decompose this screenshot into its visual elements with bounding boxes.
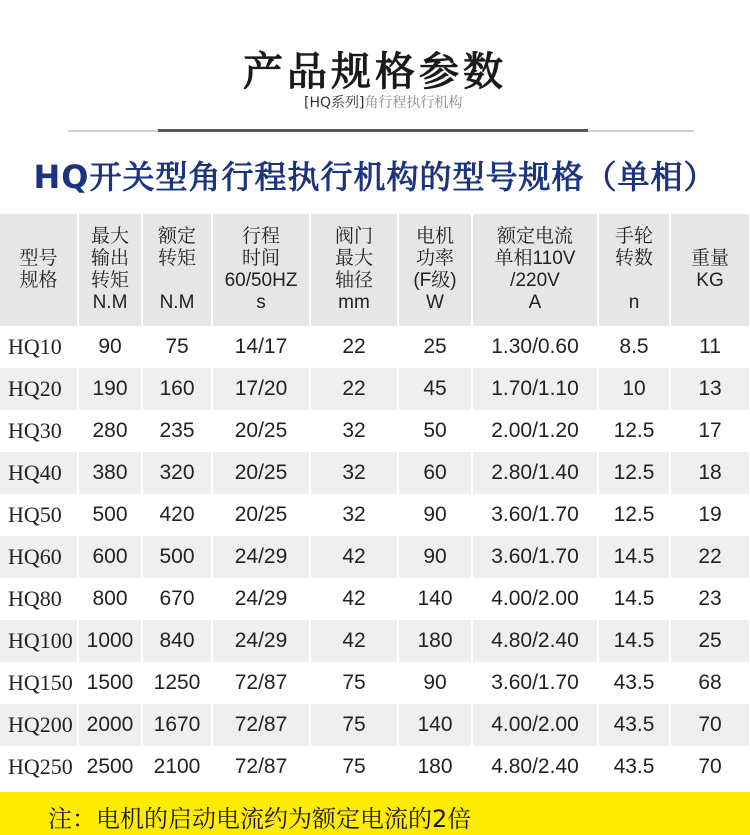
table-cell: 72/87 (212, 662, 310, 704)
model-cell: HQ80 (0, 578, 78, 620)
table-cell: 75 (310, 662, 398, 704)
column-header-line: 转数 (614, 248, 653, 269)
table-cell: 32 (310, 452, 398, 494)
table-cell: 140 (398, 704, 472, 746)
column-header-line: 电机 (415, 226, 454, 247)
table-cell: 11 (670, 326, 750, 368)
table-cell: 70 (670, 704, 750, 746)
column-header-line (599, 270, 669, 292)
table-cell: 13 (670, 368, 750, 410)
table-cell: 72/87 (212, 704, 310, 746)
table-cell: 840 (142, 620, 212, 662)
header-divider-accent (158, 129, 588, 132)
page-title: 产品规格参数 (243, 49, 507, 95)
model-cell: HQ40 (0, 452, 78, 494)
table-cell: 32 (310, 410, 398, 452)
table-cell: 42 (310, 620, 398, 662)
spec-table (0, 214, 750, 788)
table-cell: 70 (670, 746, 750, 788)
table-cell: 1000 (78, 620, 142, 662)
table-cell: 2.00/1.20 (472, 410, 598, 452)
table-cell: 23 (670, 578, 750, 620)
table-row (0, 494, 750, 536)
column-header-line: 转矩 (90, 270, 129, 291)
column-header-line: n (628, 292, 640, 313)
table-row (0, 746, 750, 788)
table-cell: 1.70/1.10 (472, 368, 598, 410)
column-header-line: (F级) (413, 270, 457, 291)
table-cell: 1500 (78, 662, 142, 704)
column-header (472, 214, 598, 326)
table-cell: 22 (310, 368, 398, 410)
column-header (78, 214, 142, 326)
table-cell: 68 (670, 662, 750, 704)
table-cell: 420 (142, 494, 212, 536)
table-cell: 24/29 (212, 536, 310, 578)
table-cell: 3.60/1.70 (472, 536, 598, 578)
table-cell: 17/20 (212, 368, 310, 410)
table-cell: 32 (310, 494, 398, 536)
table-row (0, 704, 750, 746)
column-header-line: 规格 (19, 270, 58, 291)
column-header-line: mm (338, 292, 370, 313)
table-cell: 1670 (142, 704, 212, 746)
column-header-line: 单相110V (494, 248, 576, 269)
table-cell: 180 (398, 620, 472, 662)
column-header-line: 额定电流 (496, 226, 573, 247)
column-header (212, 214, 310, 326)
table-cell: 43.5 (598, 746, 670, 788)
table-cell: 2100 (142, 746, 212, 788)
table-cell: 24/29 (212, 578, 310, 620)
table-cell: 45 (398, 368, 472, 410)
table-row (0, 368, 750, 410)
page-subtitle (304, 92, 462, 112)
table-cell: 19 (670, 494, 750, 536)
column-header-line: KG (696, 270, 724, 291)
table-cell: 3.60/1.70 (472, 662, 598, 704)
table-cell: 280 (78, 410, 142, 452)
column-header-line: 额定 (157, 226, 196, 247)
table-cell: 160 (142, 368, 212, 410)
column-header-line: W (426, 292, 444, 313)
column-header-line: 时间 (241, 248, 280, 269)
column-header-line: 最大 (334, 248, 373, 269)
model-cell: HQ100 (0, 620, 78, 662)
note-text: 注：电机的启动电流约为额定电流的2倍 (48, 805, 472, 833)
table-cell: 500 (142, 536, 212, 578)
column-header-line: N.M (92, 292, 128, 313)
table-cell: 20/25 (212, 452, 310, 494)
model-cell: HQ150 (0, 662, 78, 704)
table-cell: 75 (310, 746, 398, 788)
table-cell: 180 (398, 746, 472, 788)
table-cell: 90 (78, 326, 142, 368)
table-cell: 75 (142, 326, 212, 368)
table-cell: 4.00/2.00 (472, 704, 598, 746)
column-header-line: 输出 (90, 248, 129, 269)
column-header-line: s (256, 292, 266, 313)
table-cell: 10 (598, 368, 670, 410)
table-cell: 43.5 (598, 704, 670, 746)
table-cell: 3.60/1.70 (472, 494, 598, 536)
column-header-line: 型号 (19, 248, 58, 269)
table-cell: 1.30/0.60 (472, 326, 598, 368)
table-cell: 14/17 (212, 326, 310, 368)
table-row (0, 578, 750, 620)
column-header-line: 重量 (690, 248, 729, 269)
table-header-row (0, 214, 750, 326)
table-cell: 18 (670, 452, 750, 494)
table-row (0, 326, 750, 368)
column-header-line: 60/50HZ (224, 270, 298, 291)
column-header-line: 行程 (241, 226, 280, 247)
table-cell: 2500 (78, 746, 142, 788)
table-cell: 600 (78, 536, 142, 578)
table-cell: 14.5 (598, 536, 670, 578)
table-cell: 42 (310, 536, 398, 578)
table-cell: 12.5 (598, 494, 670, 536)
column-header-line (143, 270, 211, 292)
column-header-line: 最大 (90, 226, 129, 247)
column-header (142, 214, 212, 326)
table-cell: 90 (398, 536, 472, 578)
page-header (0, 0, 750, 142)
column-header-line: N.M (159, 292, 195, 313)
table-cell: 8.5 (598, 326, 670, 368)
table-row (0, 536, 750, 578)
table-cell: 43.5 (598, 662, 670, 704)
column-header-line: /220V (510, 270, 560, 291)
table-row (0, 410, 750, 452)
table-cell: 4.80/2.40 (472, 620, 598, 662)
table-cell: 12.5 (598, 452, 670, 494)
table-row (0, 620, 750, 662)
table-cell: 14.5 (598, 620, 670, 662)
table-body (0, 326, 750, 788)
model-cell: HQ60 (0, 536, 78, 578)
table-cell: 75 (310, 704, 398, 746)
model-cell: HQ20 (0, 368, 78, 410)
table-cell: 4.00/2.00 (472, 578, 598, 620)
column-header (598, 214, 670, 326)
table-cell: 90 (398, 662, 472, 704)
model-cell: HQ200 (0, 704, 78, 746)
model-cell: HQ50 (0, 494, 78, 536)
table-cell: 42 (310, 578, 398, 620)
table-cell: 670 (142, 578, 212, 620)
table-cell: 4.80/2.40 (472, 746, 598, 788)
table-cell: 235 (142, 410, 212, 452)
table-cell: 190 (78, 368, 142, 410)
column-header-line: 功率 (415, 248, 454, 269)
table-cell: 50 (398, 410, 472, 452)
table-row (0, 662, 750, 704)
table-cell: 800 (78, 578, 142, 620)
table-cell: 2.80/1.40 (472, 452, 598, 494)
table-cell: 22 (310, 326, 398, 368)
table-cell: 25 (670, 620, 750, 662)
note-bar (0, 792, 750, 835)
subtitle-text: 角行程执行机构 (364, 95, 463, 111)
table-cell: 140 (398, 578, 472, 620)
table-cell: 2000 (78, 704, 142, 746)
table-cell: 25 (398, 326, 472, 368)
column-header-line: 轴径 (334, 270, 373, 291)
column-header-line: 手轮 (614, 226, 653, 247)
table-cell: 12.5 (598, 410, 670, 452)
column-header-line: 转矩 (157, 248, 196, 269)
table-cell: 24/29 (212, 620, 310, 662)
table-cell: 17 (670, 410, 750, 452)
column-header-line: A (528, 292, 542, 313)
table-cell: 500 (78, 494, 142, 536)
table-cell: 60 (398, 452, 472, 494)
table-cell: 14.5 (598, 578, 670, 620)
table-cell: 20/25 (212, 410, 310, 452)
model-cell: HQ250 (0, 746, 78, 788)
table-cell: 22 (670, 536, 750, 578)
column-header-line: 阀门 (334, 226, 373, 247)
subtitle-series-tag: [HQ系列] (304, 95, 365, 111)
model-cell: HQ10 (0, 326, 78, 368)
table-cell: 72/87 (212, 746, 310, 788)
column-header (310, 214, 398, 326)
table-cell: 20/25 (212, 494, 310, 536)
section-title: HQ开关型角行程执行机构的型号规格（单相） (33, 158, 717, 196)
table-cell: 90 (398, 494, 472, 536)
table-row (0, 452, 750, 494)
table-cell: 380 (78, 452, 142, 494)
column-header (0, 214, 78, 326)
table-cell: 320 (142, 452, 212, 494)
table-cell: 1250 (142, 662, 212, 704)
column-header (670, 214, 750, 326)
model-cell: HQ30 (0, 410, 78, 452)
column-header (398, 214, 472, 326)
